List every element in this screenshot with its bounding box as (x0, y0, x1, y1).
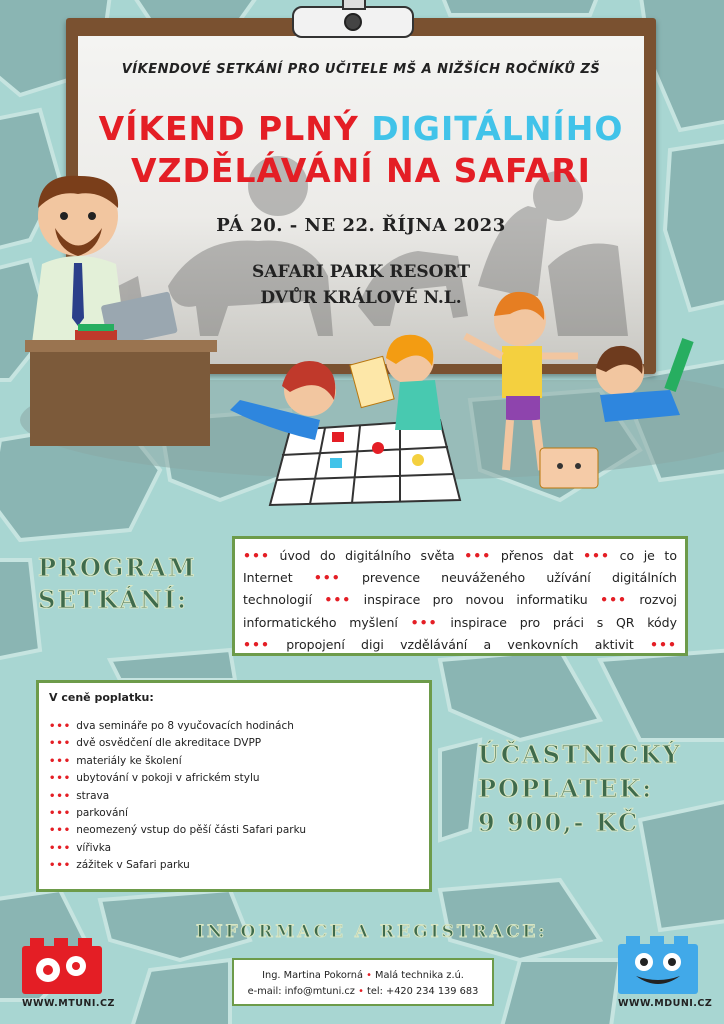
children-illustration (210, 280, 710, 510)
projector-icon (292, 6, 414, 38)
program-heading (38, 552, 197, 616)
fee-heading (478, 738, 681, 840)
program-heading-line1: PROGRAM (38, 553, 197, 582)
program-line: technologií ••• inspirace pro novou informatiku ••• rozvoj (243, 592, 677, 608)
event-date: PÁ 20. - NE 22. ŘÍJNA 2023 (216, 215, 506, 236)
mtuni-link[interactable]: WWW.MTUNI.CZ (22, 998, 115, 1009)
fee-line2: POPLATEK: (478, 774, 654, 803)
list-item: ••• dvě osvědčení dle akreditace DVPP (49, 737, 262, 750)
contact-line1: Ing. Martina Pokorná • Malá technika z.ú. (262, 970, 464, 981)
info-heading: INFORMACE A REGISTRACE: (196, 922, 548, 942)
contact-email[interactable]: e-mail: info@mtuni.cz (247, 986, 355, 997)
event-subtitle: VÍKENDOVÉ SETKÁNÍ PRO UČITELE MŠ A NIŽŠÍCH ROČNÍKŮ ZŠ (121, 62, 601, 77)
mtuni-logo-icon (20, 936, 104, 996)
venue-line1: SAFARI PARK RESORT (252, 262, 470, 282)
title-part1: VÍKEND PLNÝ (98, 109, 372, 148)
price-included-box (36, 680, 432, 892)
program-line: ••• úvod do digitálního světa ••• přenos dat ••• co je to (243, 548, 677, 563)
list-item: ••• dva semináře po 8 vyučovacích hodinách (49, 720, 294, 732)
list-item: ••• vířivka (49, 841, 112, 854)
program-heading-line2: SETKÁNÍ: (38, 585, 189, 614)
list-item: ••• materiály ke školení (49, 754, 182, 767)
program-box (232, 536, 688, 656)
program-line: informatického myšlení ••• inspirace pro práci s QR kódy (243, 614, 677, 630)
fee-line1: ÚČASTNICKÝ (478, 740, 682, 769)
venue-line2: DVŮR KRÁLOVÉ N.L. (260, 288, 462, 308)
mduni-link[interactable]: WWW.MDUNI.CZ (618, 998, 713, 1009)
title-highlight: DIGITÁLNÍHO (371, 109, 624, 148)
contact-org: Malá technika z.ú. (375, 970, 464, 981)
program-line: Internet ••• prevence neuváženého užívání digitálních (243, 570, 677, 586)
teacher-illustration (20, 168, 230, 468)
price-heading: V ceně poplatku: (49, 691, 154, 704)
list-item: ••• ubytování v pokoji v africkém stylu (49, 772, 260, 785)
program-line: ••• propojení digi vzdělávání a venkovních aktivit ••• (243, 636, 677, 652)
fee-amount: 9 900,- KČ (478, 808, 640, 837)
contact-box (232, 958, 494, 1006)
contact-line2: e-mail: info@mtuni.cz • tel: +420 234 139 683 (247, 986, 479, 997)
list-item: ••• neomezený vstup do pěší části Safari parku (49, 824, 307, 837)
contact-name: Ing. Martina Pokorná (262, 970, 363, 981)
title-line2: VZDĚLÁVÁNÍ NA SAFARI (131, 151, 591, 190)
contact-phone[interactable]: tel: +420 234 139 683 (366, 986, 479, 997)
mduni-logo-icon (616, 934, 700, 996)
list-item: ••• parkování (49, 806, 128, 819)
list-item: ••• zážitek v Safari parku (49, 859, 190, 872)
list-item: ••• strava (49, 789, 110, 802)
